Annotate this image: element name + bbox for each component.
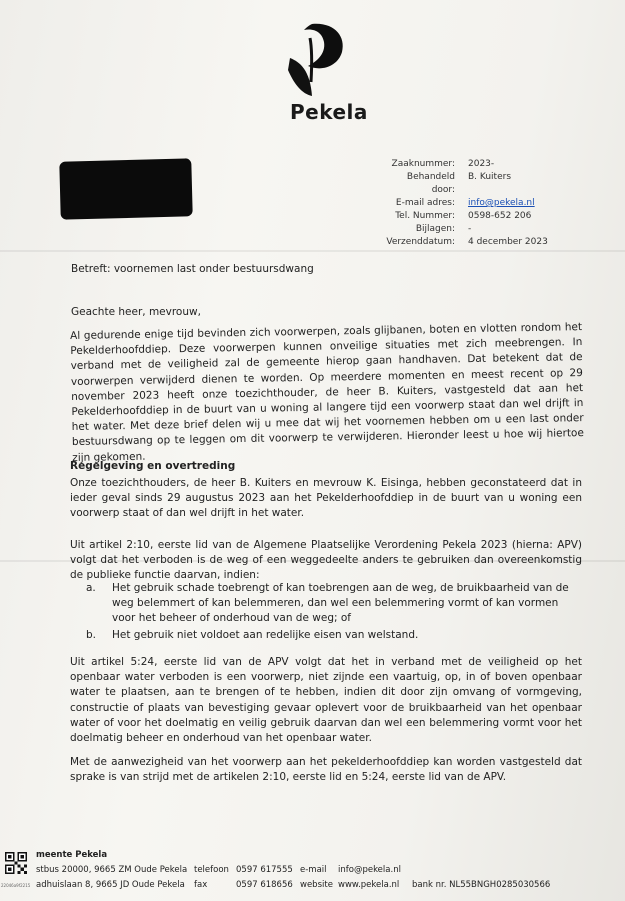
footer-label: fax — [194, 880, 208, 890]
meta-label: Behandeld door: — [406, 172, 455, 195]
footer-address — [36, 848, 187, 893]
footer-phone — [194, 863, 293, 893]
qr-caption: 22046a9f2215 — [1, 883, 31, 888]
meta-row-handled-by — [383, 171, 548, 197]
body-paragraph: Met de aanwezigheid van het voorwerp aan het pekelderhoofddiep kan worden vastgesteld dat sprake is van strijd met de artikelen 2:10, eerste lid en 5:24, eerste lid van de APV. — [70, 756, 582, 784]
meta-value: 2023- — [468, 159, 495, 169]
meta-value: B. Kuiters — [468, 172, 512, 182]
meta-row-attachments — [383, 223, 548, 236]
email-link[interactable]: info@pekela.nl — [468, 198, 535, 208]
letter-subject: Betreft: voornemen last onder bestuursdwang — [71, 263, 314, 275]
footer-value: 0597 618656 — [236, 880, 293, 890]
pekela-logo-icon — [282, 18, 348, 96]
qr-code-icon — [5, 852, 27, 874]
meta-label: Tel. Nummer: — [395, 211, 455, 221]
body-paragraph: Onze toezichthouders, de heer B. Kuiters en mevrouw K. Eisinga, hebben geconstateerd dat in ieder geval sinds 29 augustus 2023 aan het Pekelderhoofddiep in de buurt van u woning een voorwerp staat of dan wel drijft in het water. — [70, 477, 582, 520]
meta-row-phone — [383, 210, 548, 223]
footer-website-link[interactable]: www.pekela.nl — [338, 880, 400, 890]
meta-label: Zaaknummer: — [391, 159, 455, 169]
list-marker: b. — [86, 628, 97, 641]
list-item — [86, 581, 574, 627]
footer-visit-address: adhuislaan 8, 9665 JD Oude Pekela — [36, 880, 185, 890]
meta-label: Verzenddatum: — [386, 237, 455, 247]
paper-fold — [0, 250, 625, 252]
section-heading: Regelgeving en overtreding — [70, 460, 236, 472]
redacted-address-block — [59, 158, 192, 219]
meta-row-case-number — [383, 158, 548, 171]
footer-org: meente Pekela — [36, 850, 108, 860]
meta-row-email — [383, 197, 548, 210]
letter-salutation: Geachte heer, mevrouw, — [71, 306, 201, 318]
footer-bank-number: bank nr. NL55BNGH0285030566 — [412, 880, 551, 890]
list-item-text: Het gebruik niet voldoet aan redelijke eisen van welstand. — [112, 628, 419, 641]
meta-value: - — [468, 224, 472, 234]
body-paragraph: Al gedurende enige tijd bevinden zich voorwerpen, zoals glijbanen, boten en vlotten rondom het Pekelderhoofddiep. Deze voorwerpen kunnen onveilige situaties met zich meebrengen. In verband met de veiligheid zal de gemeente hierop gaan handhaven. Dat betekent dat de voorwerpen verwijderd dienen te worden. Op meerdere momenten en meest recent op 29 november 2023 heeft onze toezichthouder, de heer B. Kuiters, vastgesteld dat aan het Pekelderhoofddiep in de buurt van u woning al langere tijd een voorwerp staat dan wel drijft in het water. Met deze brief delen wij u mee dat wij het voornemen hebben om u een last onder bestuursdwang op te leggen om dit voorwerp te verwijderen. Hieronder leest u hoe wij hiertoe zijn gekomen. — [70, 321, 585, 464]
meta-value: 4 december 2023 — [468, 237, 548, 247]
footer-postbus: stbus 20000, 9665 ZM Oude Pekela — [36, 865, 188, 875]
list-marker: a. — [86, 582, 96, 594]
meta-label: Bijlagen: — [415, 224, 455, 234]
case-details — [383, 158, 548, 249]
logo-wordmark: Pekela — [290, 100, 368, 124]
list-item-text: Het gebruik schade toebrengt of kan toebrengen aan de weg, de bruikbaarheid van de weg belemmert of kan belemmeren, dan wel een belemmering vormt of kan vormen voor het beheer of onderhoud van de weg; of — [112, 582, 569, 625]
body-paragraph: Uit artikel 5:24, eerste lid van de APV volgt dat het in verband met de veiligheid op het openbaar water verboden is een voorwerp, niet zijnde een vaartuig, op, in of boven openbaar water te plaatsen, aan te brengen of te hebben, indien dit door zijn omvang of vormgeving, constructie of plaats van bevestiging gevaar oplevert voor de bruikbaarheid van het openbaar water of voor het doelmatig en veilig gebruik daarvan dan wel een belemmering vormt voor het doelmatig beheer en onderhoud van het openbaar water. — [70, 656, 582, 745]
footer-contact — [300, 863, 401, 893]
footer-bank — [412, 878, 550, 893]
footer-value: 0597 617555 — [236, 865, 293, 875]
letter-footer — [0, 848, 625, 901]
meta-label: E-mail adres: — [395, 198, 455, 208]
body-paragraph: Uit artikel 2:10, eerste lid van de Algemene Plaatselijke Verordening Pekela 2023 (hierna: APV) volgt dat het verboden is de weg of een weggedeelte anders te gebruiken dan overeenkomstig de publieke functie daarvan, indien: — [70, 539, 582, 582]
footer-label: telefoon — [194, 865, 229, 875]
footer-email-link[interactable]: info@pekela.nl — [338, 865, 401, 875]
list-item — [86, 628, 574, 643]
footer-label: e-mail — [300, 865, 327, 875]
conditions-list — [86, 581, 574, 644]
footer-label: website — [300, 880, 333, 890]
meta-value: 0598-652 206 — [468, 211, 532, 221]
meta-row-send-date — [383, 236, 548, 249]
